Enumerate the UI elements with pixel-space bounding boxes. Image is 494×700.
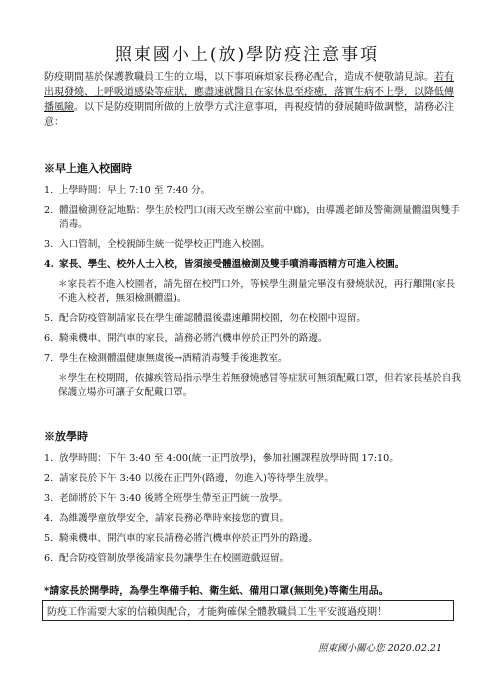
item-number: 4. [44, 259, 55, 270]
signature-line: 照東國小關心您 2020.02.21 [318, 643, 442, 654]
list-item [44, 352, 464, 366]
morning-heading: ※早上進入校園時 [44, 162, 132, 175]
list-item [44, 278, 464, 306]
item-text: 請家長於下午 3:40 以後在正門外(路邊，勿進入)等待學生放學。 [59, 473, 334, 484]
list-item [44, 184, 464, 198]
item-text: 體溫檢測登記地點：學生於校門口(雨天改至辦公室前中廊)，由導護老師及警衛測量體溫與雙手消毒。 [59, 205, 460, 230]
item-number: 3. [44, 493, 54, 504]
item-number: 5. [44, 533, 54, 544]
item-number: 7. [44, 353, 54, 364]
list-item [44, 258, 464, 272]
afternoon-list [44, 452, 464, 572]
item-text: 上學時間：早上 7:10 至 7:40 分。 [59, 185, 211, 196]
list-item [44, 552, 464, 566]
item-text: 家長、學生、校外人士入校，皆須接受體溫檢測及雙手噴消毒酒精方可進入校園。 [59, 259, 405, 270]
list-item [44, 204, 464, 232]
item-text: 老師將於下午 3:40 後將全班學生帶至正門統一放學。 [59, 493, 289, 504]
item-number: 6. [44, 333, 54, 344]
list-item [44, 512, 464, 526]
list-item [44, 472, 464, 486]
item-number: 6. [44, 553, 54, 564]
item-text: 為維護學童放學安全，請家長務必準時來接您的寶貝。 [59, 513, 290, 524]
hygiene-notice: *請家長於開學時，為學生準備手帕、衛生紙、備用口罩(無則免)等衛生用品。 [44, 586, 389, 597]
item-text: 放學時間：下午 3:40 至 4:00(統一正門放學)，參加社團課程放學時間 17:10。 [59, 453, 399, 464]
list-item [44, 312, 464, 326]
morning-list [44, 184, 464, 406]
item-number: 5. [44, 313, 54, 324]
item-number: 2. [44, 473, 54, 484]
item-text: 配合防疫管制請家長在學生確認體溫後盡速離開校園，勿在校園中逗留。 [59, 313, 366, 324]
list-item [44, 452, 464, 466]
item-text: 騎乘機車、開汽車的家長，請務必將汽機車停於正門外的路邊。 [59, 333, 328, 344]
page-title: 照東國小上(放)學防疫注意事項 [114, 45, 380, 65]
list-item [44, 532, 464, 546]
item-text: 入口管制，全校親師生統一從學校正門進入校園。 [59, 239, 271, 250]
item-text: 騎乘機車、開汽車的家長請務必將汽機車停於正門外的路邊。 [59, 533, 319, 544]
list-item [44, 238, 464, 252]
item-number: 1. [44, 185, 54, 196]
intro-text-1: 防疫期間基於保護教職員工生的立場，以下事項麻煩家長務必配合，造成不便敬請見諒。 [44, 72, 434, 83]
item-text: 學生在檢測體溫健康無虞後→酒精消毒雙手後進教室。 [59, 353, 288, 364]
list-item [44, 372, 464, 400]
afternoon-heading: ※放學時 [44, 430, 88, 443]
item-text: 配合防疫管制放學後請家長勿讓學生在校園遊戲逗留。 [59, 553, 290, 564]
list-item [44, 332, 464, 346]
item-text: ＊學生在校期間，依據疾管局指示學生若無發燒感冒等症狀可無須配戴口罩，但若家長基於自我保護立場亦可讓子女配戴口罩。 [58, 373, 461, 398]
item-text: ＊家長若不進入校園者，請先留在校門口外，等候學生測量完畢沒有發燒狀況，再行離開(家長不進入校者，無須檢測體溫)。 [58, 279, 456, 304]
boxed-message: 防疫工作需要大家的信賴與配合，才能夠確保全體教職員工生平安渡過疫期！ [42, 600, 454, 621]
intro-underlined-text: 若有出現發燒、上呼吸道感染等症狀，應盡速就醫且在家休息至痊癒，落實生病不上學，以降低傳播風險 [44, 72, 454, 113]
item-number: 3. [44, 239, 54, 250]
list-item [44, 492, 464, 506]
item-number: 4. [44, 513, 54, 524]
intro-paragraph [44, 70, 454, 130]
item-number: 2. [44, 205, 54, 216]
item-number: 1. [44, 453, 54, 464]
intro-text-2: 。以下是防疫期間所做的上放學方式注意事項，再視疫情的發展隨時做調整，請務必注意： [44, 102, 454, 128]
